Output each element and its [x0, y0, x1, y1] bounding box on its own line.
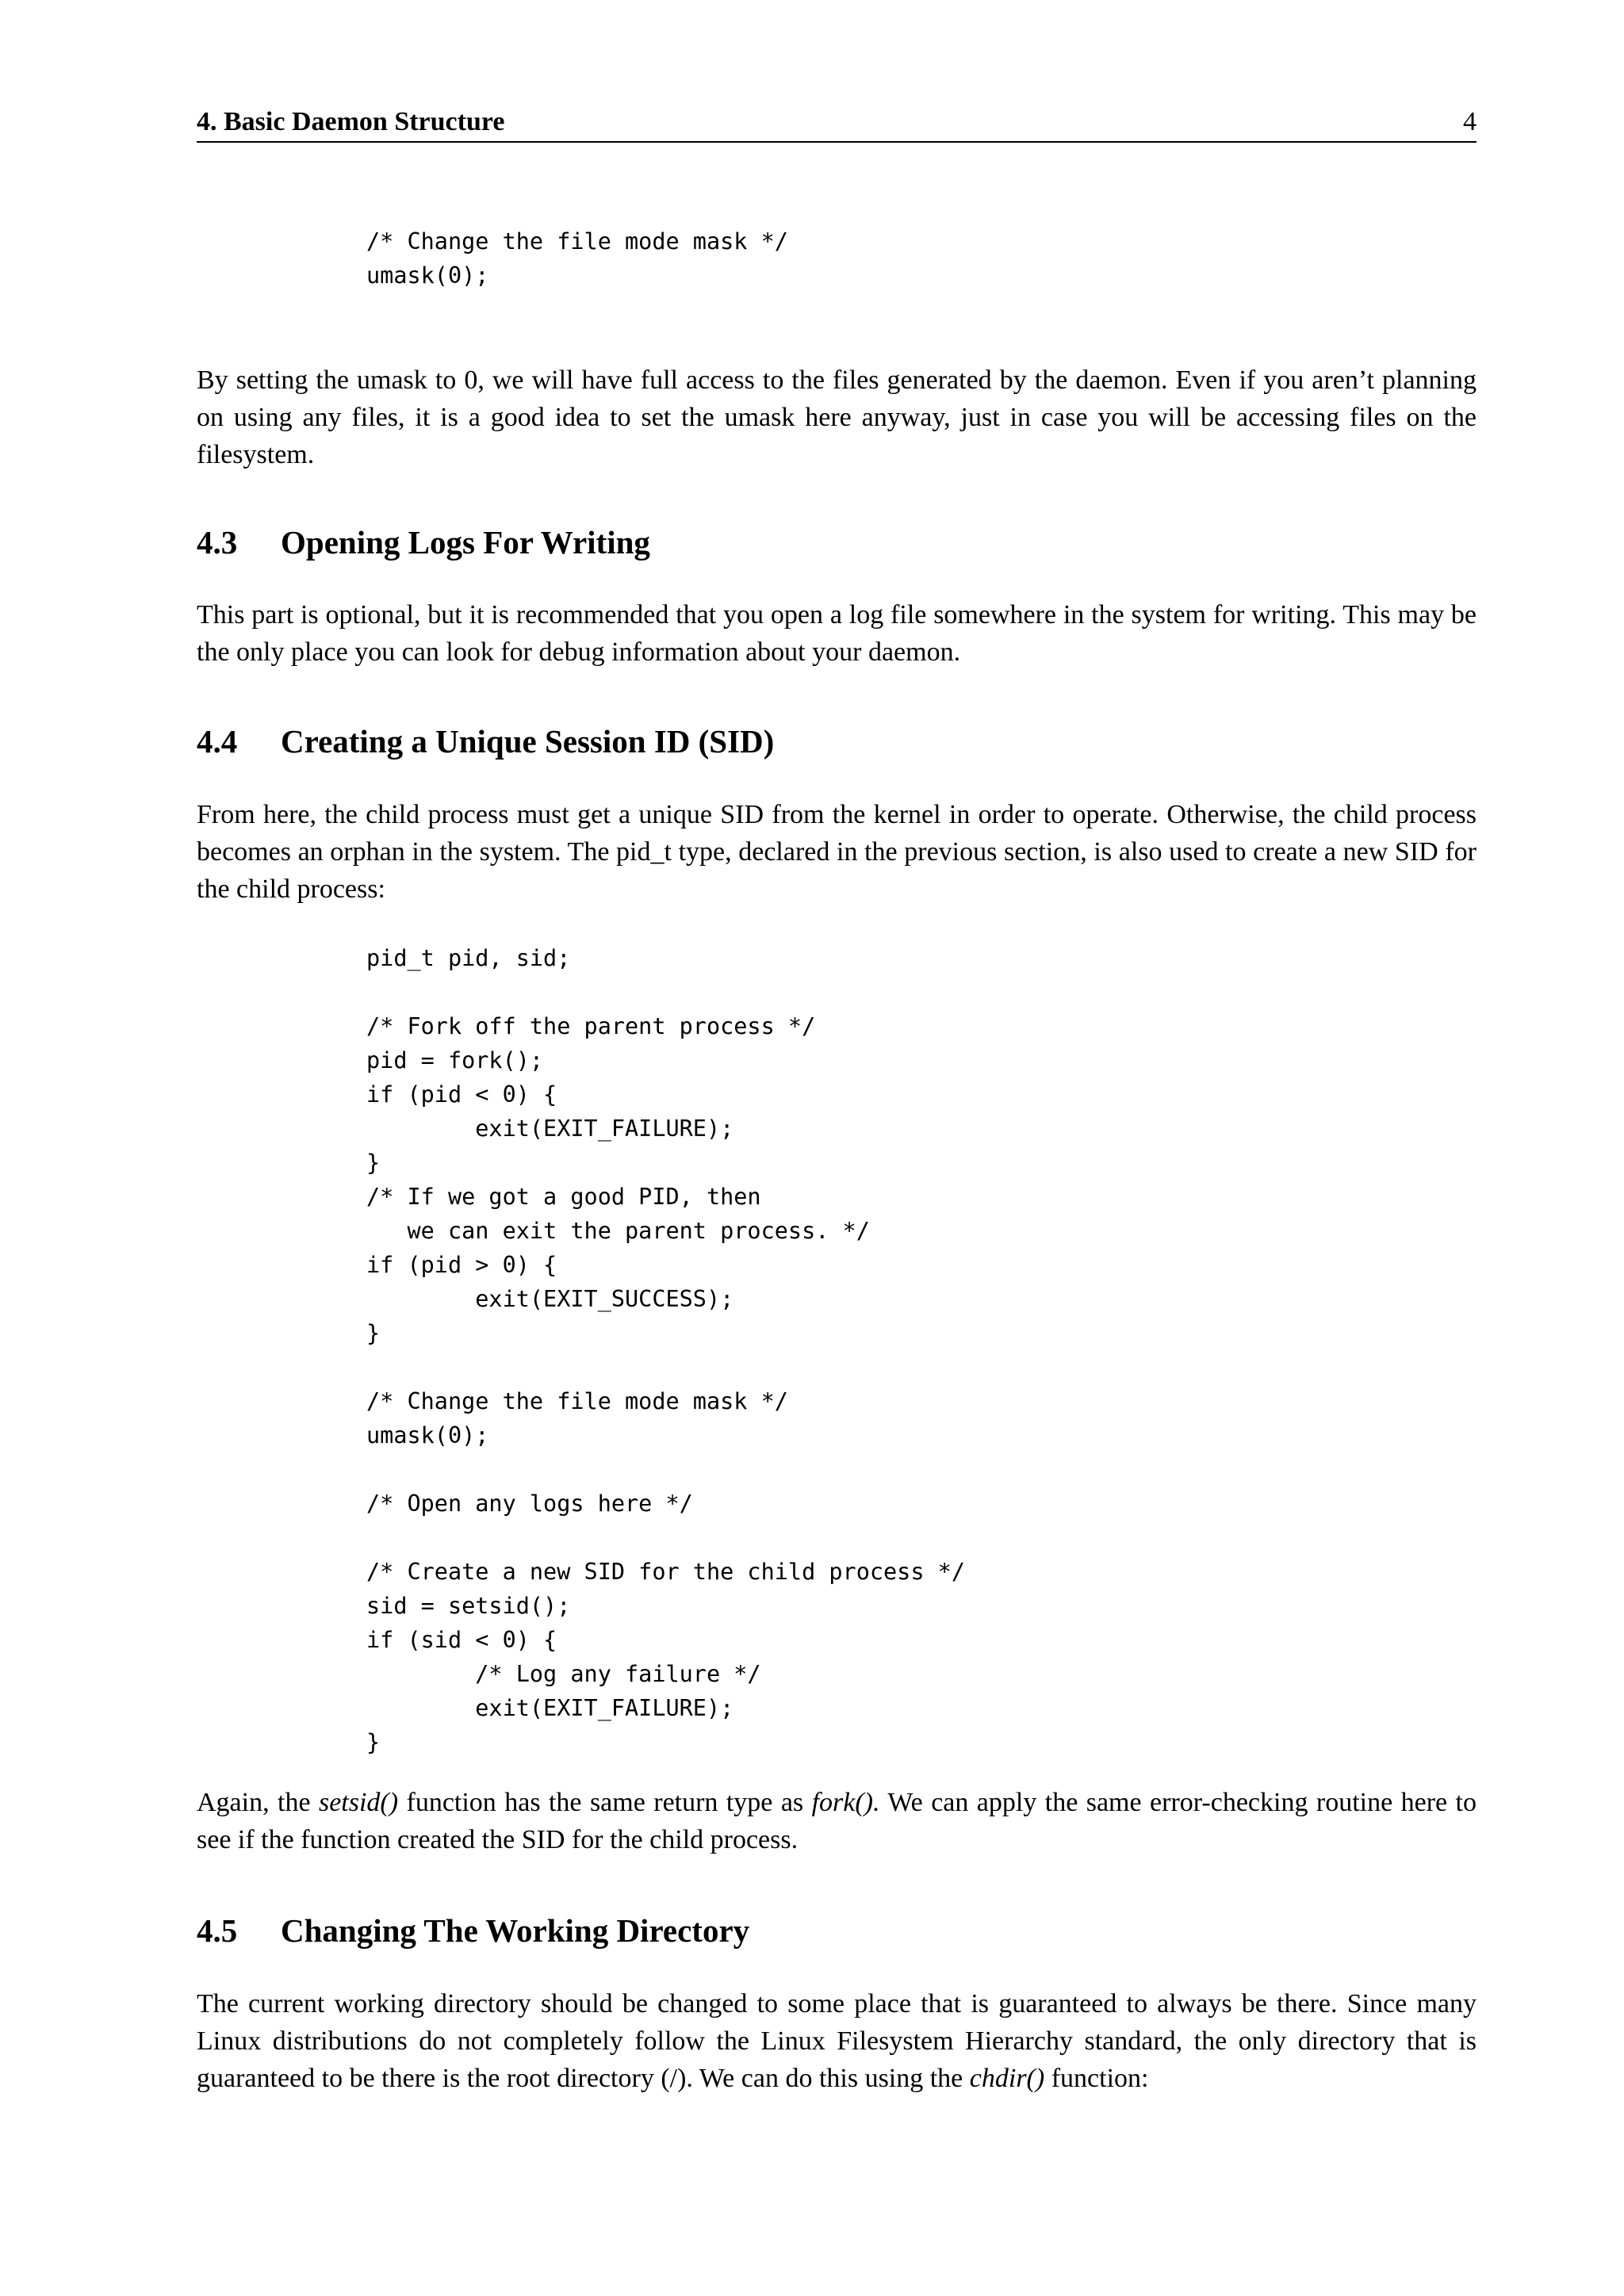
section-title: Changing The Working Directory: [281, 1912, 750, 1949]
page-number: 4: [1463, 107, 1477, 136]
section-heading-4-4: [197, 721, 774, 762]
text-run: Again, the: [197, 1788, 319, 1817]
text-run: function:: [1044, 2064, 1149, 2093]
function-name-chdir: chdir(): [969, 2064, 1045, 2093]
section-number: 4.4: [197, 723, 238, 760]
section-number: 4.5: [197, 1912, 238, 1949]
code-block-setsid: pid_t pid, sid; /* Fork off the parent process */ pid = fork(); if (pid < 0) { exit(EXIT_FAILURE); } /* If we got a good PID, then we can exit the parent process. */ if (pid > 0) { exit(EXIT_SUCCESS); } /* Change the file mode mask */ umask(0); /* Open any logs here */ /* Create a new SID for the child process */ sid = setsid(); if (sid < 0) { /* Log any failure */ exit(EXIT_FAILURE); }: [366, 945, 965, 1755]
paragraph-working-directory: [197, 1985, 1477, 2097]
paragraph-sid-intro: From here, the child process must get a unique SID from the kernel in order to operate. Otherwise, the child process becomes an orphan in the system. The pid_t type, declared in the previous section, is also used to create a new SID for the child process:: [197, 800, 1477, 904]
text-run: We can apply the same error-checking routine here to see if the function created the SID for the child process.: [197, 1788, 1477, 1854]
section-heading-4-5: [197, 1910, 749, 1951]
paragraph-umask-explanation: By setting the umask to 0, we will have full access to the files generated by the daemon. Even if you aren’t planning on using any files, it is a good idea to set the umask here anyway, just in case you will be accessing files on the filesystem.: [197, 365, 1477, 469]
section-number: 4.3: [197, 524, 238, 561]
text-run: function has the same return type as: [398, 1788, 812, 1817]
function-name-fork: fork().: [811, 1788, 880, 1817]
running-header: [197, 103, 1477, 143]
paragraph-logs: This part is optional, but it is recommended that you open a log file somewhere in the system for writing. This may be the only place you can look for debug information about your daemon.: [197, 600, 1477, 667]
section-title: Creating a Unique Session ID (SID): [281, 723, 775, 760]
section-title: Opening Logs For Writing: [281, 524, 650, 561]
document-page: [197, 0, 1477, 2296]
function-name-setsid: setsid(): [318, 1788, 399, 1817]
code-block-umask: /* Change the file mode mask */ umask(0);: [366, 228, 788, 289]
chapter-title: 4. Basic Daemon Structure: [197, 107, 505, 136]
paragraph-setsid-return: [197, 1784, 1477, 1858]
text-run: The current working directory should be changed to some place that is guaranteed to always be there. Since many Linux distributions do not completely follow the Linux Filesystem Hierarchy standard, the only directory that is guaranteed to be there is the root directory (/). We can do this using the: [197, 1989, 1477, 2093]
section-heading-4-3: [197, 522, 650, 563]
